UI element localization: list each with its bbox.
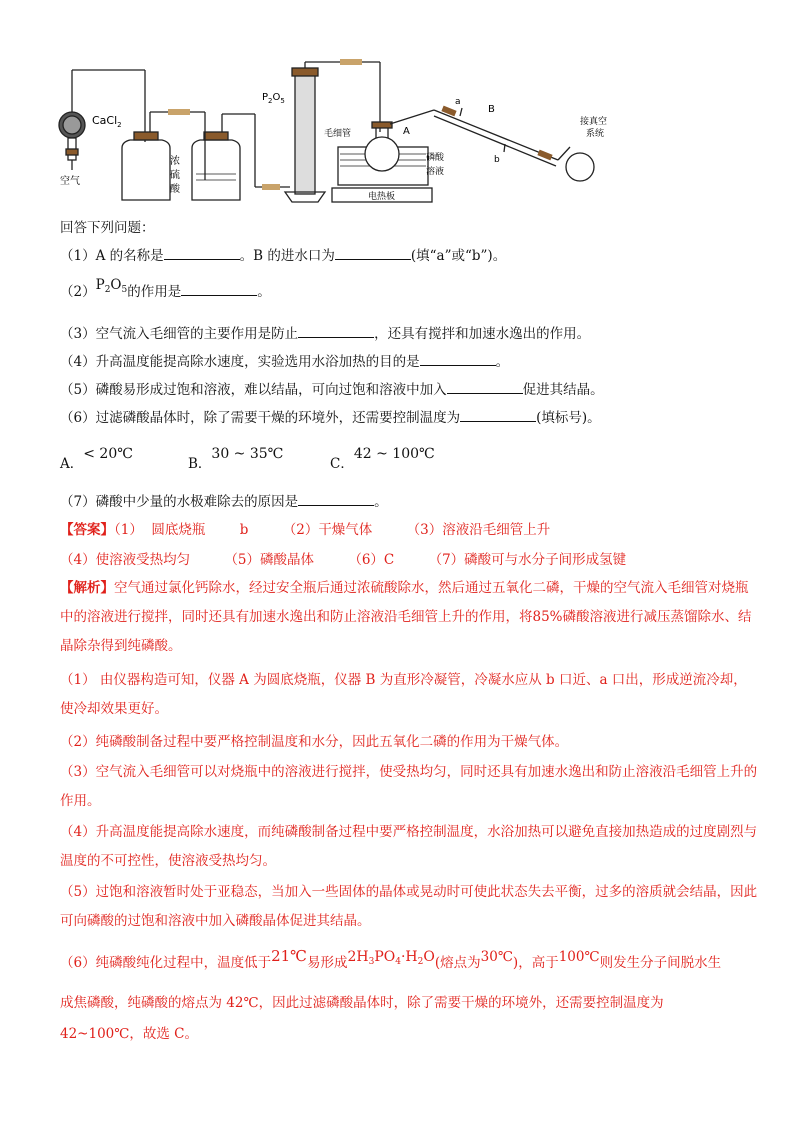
question-6: （6）过滤磷酸晶体时，除了需要干燥的环境外，还需要控制温度为 (填标号)。	[60, 410, 601, 426]
choice-b: B．30 ~ 35℃	[188, 446, 284, 472]
analysis-p6-line1: （6）纯磷酸纯化过程中，温度低于21℃易形成$2H_3PO_4\cdot H_2O$(熔点为30℃)，高于100℃则发生分子间脱水生	[60, 947, 722, 971]
blank	[298, 325, 374, 338]
blank	[298, 493, 374, 506]
question-3: （3）空气流入毛细管的主要作用是防止 ，还具有搅拌和加速水逸出的作用。	[60, 326, 591, 342]
phos-label-2: 溶液	[426, 167, 445, 177]
acid-label-1: 浓	[170, 156, 180, 167]
blank	[420, 353, 496, 366]
answer-line-1: 【答案】（1） 圆底烧瓶 b （2）干燥气体 （3）溶液沿毛细管上升	[60, 522, 551, 538]
analysis-p1: （1） 由仪器构造可知，仪器 A 为圆底烧瓶，仪器 B 为直形冷凝管，冷凝水应从 b 口近、a 口出，形成逆流冷却，使冷却效果更好。	[60, 672, 747, 717]
question-5: （5）磷酸易形成过饱和溶液，难以结晶，可向过饱和溶液中加入 促进其结晶。	[60, 382, 604, 398]
analysis-p4: （4）升高温度能提高除水速度，而纯磷酸制备过程中要严格控制温度，水浴加热可以避免直接加热造成的过度剧烈与温度的不可控性，使溶液受热均匀。	[60, 824, 758, 869]
capillary-label: 毛细管	[324, 129, 352, 139]
blank	[164, 247, 240, 260]
apparatus-diagram	[50, 52, 650, 212]
air-label: 空气	[60, 176, 80, 187]
analysis-p6-line2: 成焦磷酸，纯磷酸的熔点为 42℃，因此过滤磷酸晶体时，除了需要干燥的环境外，还需要控制温度为	[60, 995, 664, 1011]
p2o5-formula: $P_2O_5$	[95, 277, 128, 295]
answer-line-2: （4）使溶液受热均匀 （5）磷酸晶体 （6）C （7）磷酸可与水分子间形成氢键	[60, 552, 627, 568]
acid-label-3: 酸	[170, 184, 180, 195]
blank	[460, 409, 536, 422]
acid-label-2: 硫	[170, 170, 180, 181]
question-2: $(2)P_2O_5$的作用是 。	[60, 277, 271, 300]
analysis-p3: （3）空气流入毛细管可以对烧瓶中的溶液进行搅拌，使受热均匀，同时还具有加速水逸出和防止溶液沿毛细管上升的作用。	[60, 764, 758, 809]
phos-label-1: 磷酸	[426, 153, 445, 163]
question-1: （1）A 的名称是 。B 的进水口为 (填“a”或“b”)。	[60, 248, 507, 264]
question-4: （4）升高温度能提高除水速度，实验选用水浴加热的目的是 。	[60, 354, 510, 370]
question-7: （7）磷酸中少量的水极难除去的原因是 。	[60, 494, 388, 510]
blank	[335, 247, 411, 260]
prompt: 回答下列问题：	[60, 220, 155, 236]
water-bath	[332, 110, 434, 202]
analysis-p6-line3: 42~100℃，故选 C。	[60, 1026, 198, 1042]
heater-label: 电热板	[368, 192, 396, 202]
vacuum-label-2: 系统	[586, 129, 605, 139]
condenser-b-label: B	[488, 104, 495, 115]
condenser	[434, 106, 594, 181]
choice-c: C．42 ~ 100℃	[330, 446, 435, 472]
cacl2-label: CaCl$_2$	[92, 114, 122, 129]
analysis-p5: （5）过饱和溶液暂时处于亚稳态，当加入一些固体的晶体或晃动时可使此状态失去平衡，过多的溶质就会结晶，因此可向磷酸的过饱和溶液中加入磷酸晶体促进其结晶。	[60, 884, 758, 929]
blank	[181, 283, 257, 296]
analysis-p2: （2）纯磷酸制备过程中要严格控制温度和水分，因此五氧化二磷的作用为干燥气体。	[60, 734, 569, 750]
sulfuric-acid-bottle	[192, 112, 290, 200]
port-a-label: a	[455, 97, 461, 107]
analysis-intro: 【解析】空气通过氯化钙除水，经过安全瓶后通过浓硫酸除水，然后通过五氧化二磷，干燥的空气流入毛细管对烧瓶中的溶液进行搅拌，同时还具有加速水逸出和防止溶液沿毛细管上升的作用，将85%磷酸溶液进行减压蒸馏除水、结晶除杂得到纯磷酸。	[60, 580, 752, 654]
choice-a: A．< 20℃	[60, 446, 133, 472]
blank	[447, 381, 523, 394]
p2o5-label: $P_2O_5$	[262, 92, 285, 105]
flask-a-label: A	[403, 126, 410, 137]
port-b-label: b	[494, 155, 500, 165]
vacuum-label-1: 接真空	[580, 117, 608, 127]
